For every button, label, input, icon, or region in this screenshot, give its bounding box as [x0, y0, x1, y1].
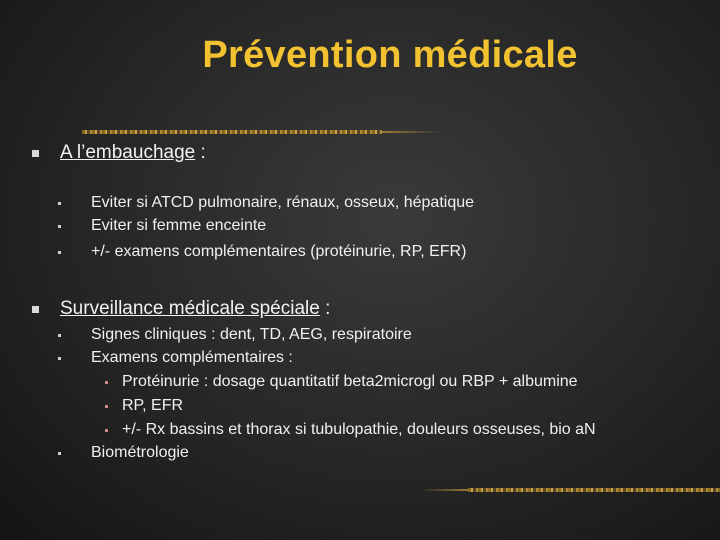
list-item [58, 217, 266, 235]
section-embauchage-colon: : [195, 142, 206, 163]
list-item-text: Eviter si ATCD pulmonaire, rénaux, osseux, hépatique [91, 194, 475, 211]
small-square-bullet-icon [105, 381, 108, 384]
list-item [58, 194, 474, 212]
list-item [58, 444, 189, 462]
title-divider-fade [382, 131, 442, 133]
sub-list-item-text: RP, EFR [122, 397, 184, 414]
list-item [58, 243, 466, 261]
dot-bullet-icon [58, 202, 61, 205]
section-embauchage-heading: A l’embauchage [60, 142, 196, 163]
square-bullet-icon [32, 150, 39, 157]
dot-bullet-icon [58, 251, 61, 254]
section-embauchage-heading-row [60, 142, 206, 164]
square-bullet-icon [32, 306, 39, 313]
small-square-bullet-icon [105, 405, 108, 408]
section-embauchage [32, 142, 206, 164]
section-surveillance [32, 298, 330, 320]
list-item-text: +/- examens complémentaires (protéinurie, RP, EFR) [91, 243, 467, 260]
section-surveillance-heading-row [60, 298, 330, 320]
sub-list-item [105, 421, 596, 439]
list-item-text: Examens complémentaires : [91, 349, 293, 366]
small-square-bullet-icon [105, 429, 108, 432]
list-item-text: Biométrologie [91, 444, 189, 461]
dot-bullet-icon [58, 357, 61, 360]
sub-list-item-text: Protéinurie : dosage quantitatif beta2microgl ou RBP + albumine [122, 373, 578, 390]
list-item [58, 326, 412, 344]
sub-list-item [105, 373, 578, 391]
list-item [58, 349, 293, 367]
slide-title: Prévention médicale [202, 34, 578, 76]
sub-list-item-text: +/- Rx bassins et thorax si tubulopathie, douleurs osseuses, bio aN [122, 421, 596, 438]
list-item-text: Signes cliniques : dent, TD, AEG, respiratoire [91, 326, 412, 343]
footer-divider [468, 488, 720, 492]
list-item-text: Eviter si femme enceinte [91, 217, 267, 234]
sub-list-item [105, 397, 183, 415]
dot-bullet-icon [58, 334, 61, 337]
section-surveillance-colon: : [319, 298, 331, 319]
title-divider [82, 130, 382, 134]
section-surveillance-heading: Surveillance médicale spéciale [60, 298, 320, 319]
dot-bullet-icon [58, 452, 61, 455]
dot-bullet-icon [58, 225, 61, 228]
footer-divider-fade [420, 489, 468, 491]
